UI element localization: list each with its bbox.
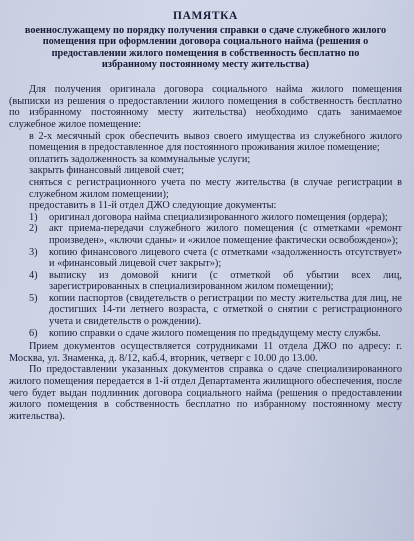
list-item-text: выписку из домовой книги (с отметкой об убытии всех лиц, зарегистрированных в специализированном жилом помещении);	[49, 269, 402, 293]
list-item-text: копии паспортов (свидетельств о регистрации по месту жительства для лиц, не достигших 14-ти летнего возраста, с отметкой о снятии с регистрационного учета и свидетельств о рождении).	[49, 292, 402, 328]
list-item-number: 2)	[29, 223, 38, 235]
requirement-item: оплатить задолженность за коммунальные услуги;	[29, 153, 251, 165]
list-item-text: акт приема-передачи служебного жилого помещения (с отметками «ремонт произведен», «ключи сданы» и «жилое помещение фактически освобождено»);	[49, 223, 402, 246]
list-item	[29, 270, 402, 293]
list-item	[29, 212, 402, 224]
list-item-text: копию справки о сдаче жилого помещения по предыдущему месту службы.	[49, 327, 381, 339]
intro-paragraph: Для получения оригинала договора социального найма жилого помещения (выписки из решения о предоставлении жилого помещения в собственность бесплатно по избранному постоянному месту жительства) необходимо сдать занимаемое служебное жилое помещение:	[9, 84, 402, 130]
requirement-item: закрыть финансовый лицевой счет;	[29, 165, 185, 177]
list-item-text: оригинал договора найма специализированного жилого помещения (ордера);	[49, 211, 388, 223]
list-item	[29, 223, 402, 246]
document-subtitle: военнослужащему по порядку получения справки о сдаче служебного жилого помещения при оформлении договора социального найма (решения о предоставлении жилого помещения в собственность бесплатно по избранному постоянному месту жительства)	[24, 25, 387, 70]
list-item	[29, 293, 402, 328]
requirement-item: сняться с регистрационного учета по месту жительства (в случае регистрации в служебном жилом помещении);	[29, 176, 402, 200]
list-item-number: 3)	[29, 246, 38, 258]
list-item-number: 5)	[29, 292, 38, 304]
list-item	[29, 247, 402, 270]
closing-paragraph: По предоставлении указанных документов справка о сдаче специализированного жилого помещения передается в 1-й отдел Департамента жилищного обеспечения, после чего будет выдан подлинник договора социального найма (решения о предоставлении жилого помещения в собственность бесплатно по избранному постоянному месту жительства).	[9, 364, 402, 422]
list-item	[29, 328, 402, 340]
documents-list	[9, 212, 402, 340]
list-item-number: 4)	[29, 269, 38, 281]
reception-paragraph: Прием документов осуществляется сотрудниками 11 отдела ДЖО по адресу: г. Москва, ул. Знаменка, д. 8/12, каб.4, вторник, четверг с 10.00 до 13.00.	[9, 341, 402, 364]
list-item-number: 1)	[29, 211, 38, 223]
list-item-number: 6)	[29, 327, 38, 339]
list-item-text: копию финансового лицевого счета (с отметками «задолженность отсутствует» и «финансовый лицевой счет закрыт»);	[49, 246, 402, 270]
requirement-item: предоставить в 11-й отдел ДЖО следующие документы:	[29, 200, 277, 212]
requirement-item: в 2-х месячный срок обеспечить вывоз своего имущества из служебного жилого помещения в предоставленное для постоянного проживания жилое помещение;	[29, 130, 402, 154]
document-title: ПАМЯТКА	[173, 10, 238, 22]
